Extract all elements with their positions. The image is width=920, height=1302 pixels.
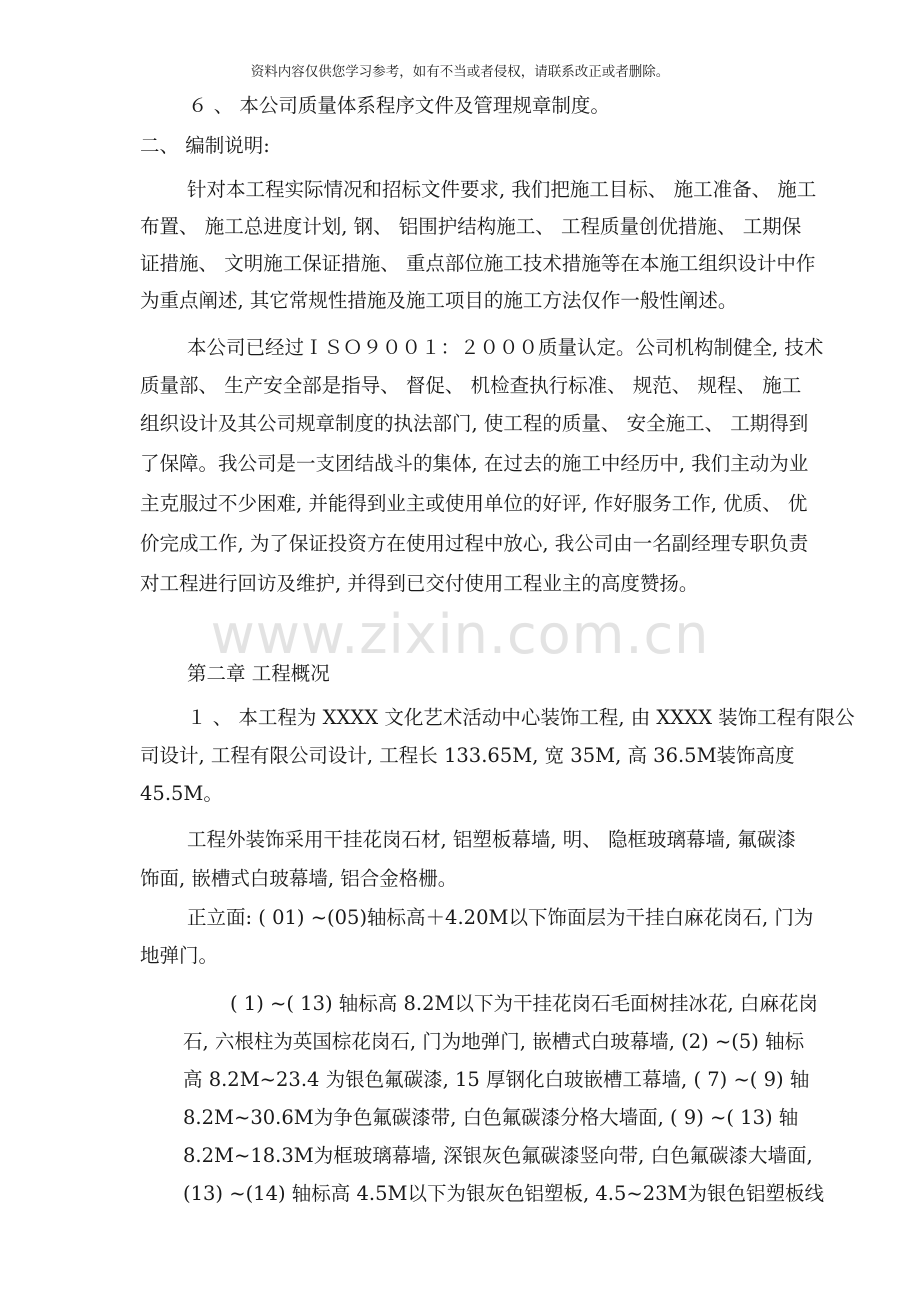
list-item-6: ６ 、 本公司质量体系程序文件及管理规章制度。	[188, 94, 610, 117]
paragraph-line: 组织设计及其公司规章制度的执法部门, 使工程的质量、 安全施工、 工期得到	[140, 412, 809, 435]
paragraph-line: 8.2M~18.3M为框玻璃幕墙, 深银灰色氟碳漆竖向带, 白色氟碳漆大墙面,	[183, 1144, 813, 1167]
paragraph-line: 证措施、 文明施工保证措施、 重点部位施工技术措施等在本施工组织设计中作	[140, 252, 816, 275]
paragraph-line: 主克服过不少困难, 并能得到业主或使用单位的好评, 作好服务工作, 优质、 优	[140, 492, 808, 515]
paragraph-line: 地弹门。	[140, 944, 219, 967]
paragraph-line: 正立面: ( 01) ~(05)轴标高＋4.20M以下饰面层为干挂白麻花岗石, 门为	[187, 906, 814, 929]
paragraph-line: 布置、 施工总进度计划, 钢、 铝围护结构施工、 工程质量创优措施、 工期保	[140, 215, 802, 238]
paragraph-line: 工程外装饰采用干挂花岗石材, 铝塑板幕墙, 明、 隐框玻璃幕墙, 氟碳漆	[187, 828, 796, 851]
paragraph-line: 质量部、 生产安全部是指导、 督促、 机检查执行标准、 规范、 规程、 施工	[140, 374, 802, 397]
paragraph-line: １ 、 本工程为 XXXX 文化艺术活动中心装饰工程, 由 XXXX 装饰工程有限公	[187, 706, 855, 729]
copyright-notice: 资料内容仅供您学习参考，如有不当或者侵权，请联系改正或者删除。	[250, 64, 670, 80]
paragraph-line: 价完成工作, 为了保证投资方在使用过程中放心, 我公司由一名副经理专职负责	[140, 532, 809, 555]
watermark: www.zixin.com.cn	[210, 603, 710, 666]
section-heading-2: 二、 编制说明:	[140, 134, 270, 157]
paragraph-line: 对工程进行回访及维护, 并得到已交付使用工程业主的高度赞扬。	[140, 572, 699, 595]
paragraph-line: 针对本工程实际情况和招标文件要求, 我们把施工目标、 施工准备、 施工	[187, 178, 817, 201]
paragraph-line: 本公司已经过ＩＳＯ９００１：２０００质量认定。公司机构制健全, 技术	[187, 336, 824, 359]
paragraph-line: 为重点阐述, 其它常规性措施及施工项目的施工方法仅作一般性阐述。	[140, 289, 738, 312]
paragraph-line: 8.2M~30.6M为争色氟碳漆带, 白色氟碳漆分格大墙面, ( 9) ~( 13) 轴	[183, 1106, 799, 1129]
paragraph-line: 石, 六根柱为英国棕花岗石, 门为地弹门, 嵌槽式白玻幕墙, (2) ~(5) 轴标	[183, 1030, 805, 1053]
paragraph-line: 司设计, 工程有限公司设计, 工程长 133.65M, 宽 35M, 高 36.5M装饰高度	[140, 744, 795, 767]
chapter-heading: 第二章 工程概况	[187, 662, 330, 685]
paragraph-line: ( 1) ~( 13) 轴标高 8.2M以下为干挂花岗石毛面树挂冰花, 白麻花岗	[230, 992, 818, 1015]
paragraph-line: 45.5M。	[140, 782, 223, 805]
paragraph-line: 饰面, 嵌槽式白玻幕墙, 铝合金格栅。	[140, 867, 458, 890]
paragraph-line: (13) ~(14) 轴标高 4.5M以下为银灰色铝塑板, 4.5~23M为银色铝塑板线	[183, 1182, 824, 1205]
paragraph-line: 了保障。我公司是一支团结战斗的集体, 在过去的施工中经历中, 我们主动为业	[140, 452, 809, 475]
paragraph-line: 高 8.2M~23.4 为银色氟碳漆, 15 厚钢化白玻嵌槽工幕墙, ( 7) ~( 9) 轴	[183, 1068, 810, 1091]
